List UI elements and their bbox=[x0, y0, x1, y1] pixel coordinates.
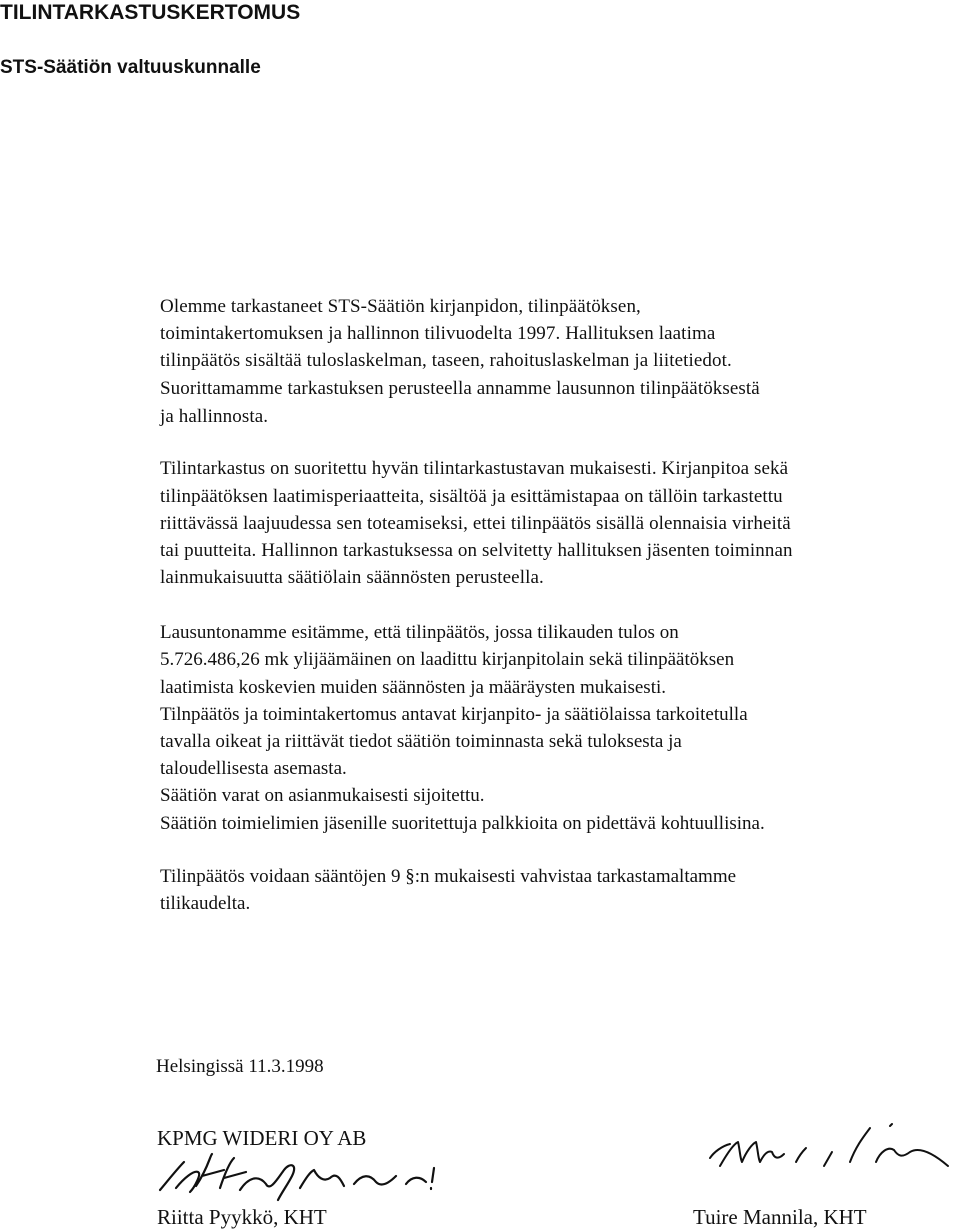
paragraph-line: tilinpäätös sisältää tuloslaskelman, taseen, rahoituslaskelman ja liitetiedot. bbox=[160, 350, 732, 371]
paragraph-line: ja hallinnosta. bbox=[160, 406, 269, 427]
audit-firm-name: KPMG WIDERI OY AB bbox=[157, 1126, 367, 1150]
signer-left: Riitta Pyykkö, KHT bbox=[157, 1205, 327, 1229]
paragraph-line: Suorittamamme tarkastuksen perusteella annamme lausunnon tilinpäätöksestä bbox=[160, 378, 760, 399]
paragraph-line: laatimista koskevien muiden säännösten ja määräysten mukaisesti. bbox=[160, 677, 667, 698]
paragraph-line: riittävässä laajuudessa sen toteamiseksi, ettei tilinpäätös sisällä olennaisia virheitä bbox=[160, 513, 791, 534]
paragraph-line: lainmukaisuutta säätiölain säännösten perusteella. bbox=[160, 567, 544, 588]
paragraph-line: Tilintarkastus on suoritettu hyvän tilintarkastustavan mukaisesti. Kirjanpitoa sekä bbox=[160, 458, 789, 479]
handwritten-signature-left bbox=[150, 1148, 450, 1208]
paragraph-line: tilikaudelta. bbox=[160, 893, 251, 914]
paragraph-line: Lausuntonamme esitämme, että tilinpäätös, jossa tilikauden tulos on bbox=[160, 622, 679, 643]
paragraph-line: Tilnpäätös ja toimintakertomus antavat kirjanpito- ja säätiölaissa tarkoitetulla bbox=[160, 704, 748, 725]
paragraph-line: Tilinpäätös voidaan sääntöjen 9 §:n mukaisesti vahvistaa tarkastamaltamme bbox=[160, 866, 737, 887]
paragraph-line: 5.726.486,26 mk ylijäämäinen on laadittu kirjanpitolain sekä tilinpäätöksen bbox=[160, 649, 735, 670]
signer-right: Tuire Mannila, KHT bbox=[693, 1205, 867, 1229]
paragraph-line: Olemme tarkastaneet STS-Säätiön kirjanpidon, tilinpäätöksen, bbox=[160, 296, 641, 317]
paragraph-line: Säätiön toimielimien jäsenille suoritettuja palkkioita on pidettävä kohtuullisina. bbox=[160, 813, 765, 834]
handwritten-signature-right bbox=[700, 1122, 955, 1184]
paragraph-line: tai puutteita. Hallinnon tarkastuksessa on selvitetty hallituksen jäsenten toiminnan bbox=[160, 540, 793, 561]
report-recipient: STS-Säätiön valtuuskunnalle bbox=[0, 57, 261, 78]
paragraph-line: tavalla oikeat ja riittävät tiedot säätiön toiminnasta sekä tuloksesta ja bbox=[160, 731, 682, 752]
report-title: TILINTARKASTUSKERTOMUS bbox=[0, 1, 301, 24]
paragraph-line: toimintakertomuksen ja hallinnon tilivuodelta 1997. Hallituksen laatima bbox=[160, 323, 716, 344]
place-and-date: Helsingissä 11.3.1998 bbox=[156, 1056, 324, 1077]
paragraph-line: tilinpäätöksen laatimisperiaatteita, sisältöä ja esittämistapaa on tällöin tarkastettu bbox=[160, 486, 783, 507]
paragraph-line: Säätiön varat on asianmukaisesti sijoitettu. bbox=[160, 785, 485, 806]
paragraph-line: taloudellisesta asemasta. bbox=[160, 758, 347, 779]
